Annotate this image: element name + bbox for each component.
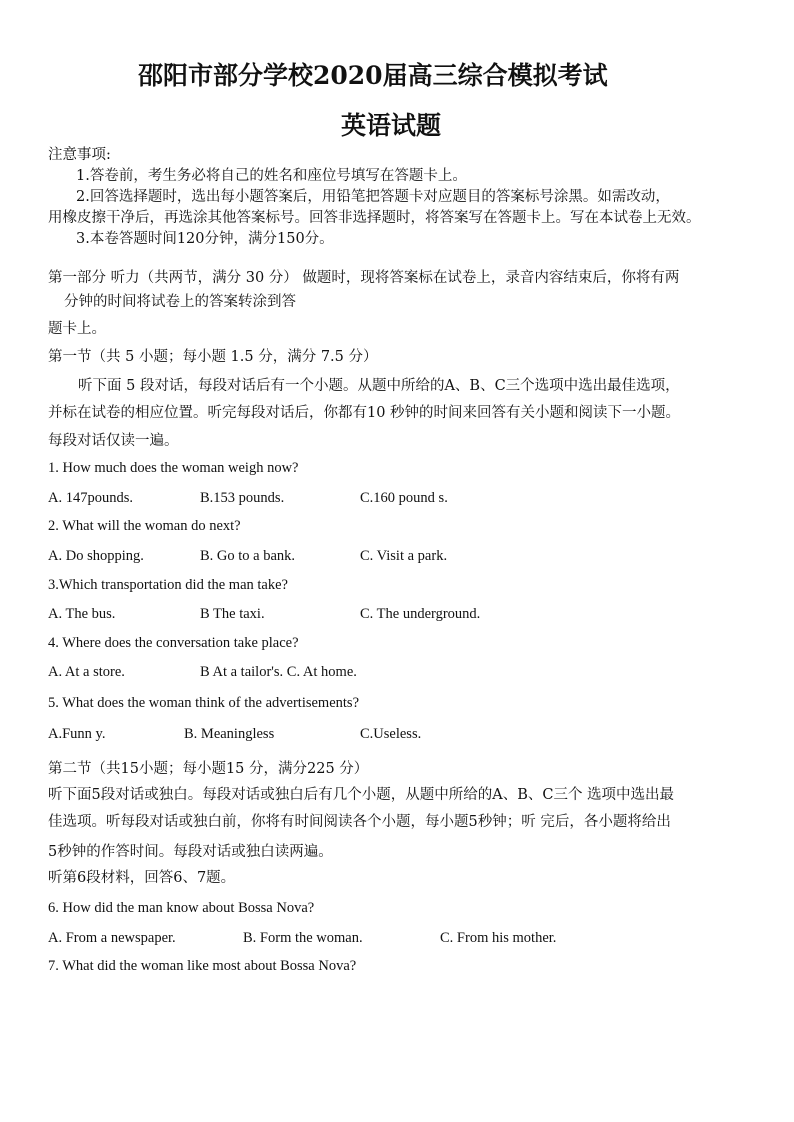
section2-instructions-cont: 佳选项。听每段对话或独白前，你将有时间阅读各个小题，每小题5秒钟；听 完后，各小题将给出 (48, 814, 671, 830)
note-item-2-cont: 用橡皮擦干净后，再选涂其他答案标号。回答非选择题时，将答案写在答题卡上。写在本试卷上无效。 (48, 210, 701, 226)
part1-intro-end: 题卡上。 (48, 321, 106, 337)
question-2: 2. What will the woman do next? (48, 518, 241, 534)
section2-instructions-end: 5秒钟的作答时间。每段对话或独白读两遍。 (48, 844, 333, 860)
q1-option-c: C.160 pound s. (360, 490, 448, 506)
section2-heading: 第二节（共15小题；每小题15 分，满分225 分） (48, 761, 369, 777)
section1-instructions: 听下面 5 段对话，每段对话后有一个小题。从题中所给的A、B、C三个选项中选出最佳选项， (78, 378, 680, 394)
page-title: 邵阳市部分学校2020届高三综合模拟考试 (138, 61, 608, 90)
q3-option-b: B The taxi. (200, 606, 265, 622)
q1-option-a: A. 147pounds. (48, 490, 133, 506)
part1-intro: 第一部分 听力（共两节，满分 30 分） 做题时，现将答案标在试卷上，录音内容结束后，你将有两 (48, 270, 680, 286)
q2-option-b: B. Go to a bank. (200, 548, 296, 564)
section1-heading: 第一节（共 5 小题；每小题 1.5 分，满分 7.5 分） (48, 349, 378, 365)
question-4: 4. Where does the conversation take place? (48, 635, 299, 651)
q4-option-b: B At a tailor's. C. At home. (200, 664, 357, 680)
question-7: 7. What did the woman like most about Bossa Nova? (48, 958, 357, 974)
question-6: 6. How did the man know about Bossa Nova? (48, 900, 315, 916)
q4-option-a: A. At a store. (48, 664, 125, 680)
q6-option-b: B. Form the woman. (243, 930, 363, 946)
page-subtitle: 英语试题 (341, 111, 442, 140)
q5-option-a: A.Funn y. (48, 726, 106, 742)
material-6-heading: 听第6段材料，回答6、7题。 (48, 870, 236, 886)
q6-option-a: A. From a newspaper. (48, 930, 176, 946)
section1-instructions-cont: 并标在试卷的相应位置。听完每段对话后，你都有10 秒钟的时间来回答有关小题和阅读下一小题。 (48, 405, 681, 421)
note-item-1: 1.答卷前，考生务必将自己的姓名和座位号填写在答题卡上。 (76, 168, 467, 184)
q2-option-a: A. Do shopping. (48, 548, 144, 564)
note-item-2: 2.回答选择题时，选出每小题答案后，用铅笔把答题卡对应题目的答案标号涂黑。如需改动， (76, 189, 670, 205)
question-3: 3.Which transportation did the man take? (48, 577, 288, 593)
q3-option-a: A. The bus. (48, 606, 116, 622)
q1-option-b: B.153 pounds. (200, 490, 285, 506)
notes-heading: 注意事项: (48, 147, 111, 163)
note-item-3: 3.本卷答题时间120分钟，满分150分。 (76, 231, 334, 247)
q5-option-c: C.Useless. (360, 726, 422, 742)
section1-instructions-end: 每段对话仅读一遍。 (48, 433, 179, 449)
part1-intro-cont: 分钟的时间将试卷上的答案转涂到答 (64, 294, 296, 310)
question-1: 1. How much does the woman weigh now? (48, 460, 299, 476)
q2-option-c: C. Visit a park. (360, 548, 448, 564)
q3-option-c: C. The underground. (360, 606, 481, 622)
section2-instructions: 听下面5段对话或独白。每段对话或独白后有几个小题，从题中所给的A、B、C三个 选项中选出最 (48, 787, 675, 803)
question-5: 5. What does the woman think of the advertisements? (48, 695, 359, 711)
q5-option-b: B. Meaningless (184, 726, 275, 742)
q6-option-c: C. From his mother. (440, 930, 557, 946)
